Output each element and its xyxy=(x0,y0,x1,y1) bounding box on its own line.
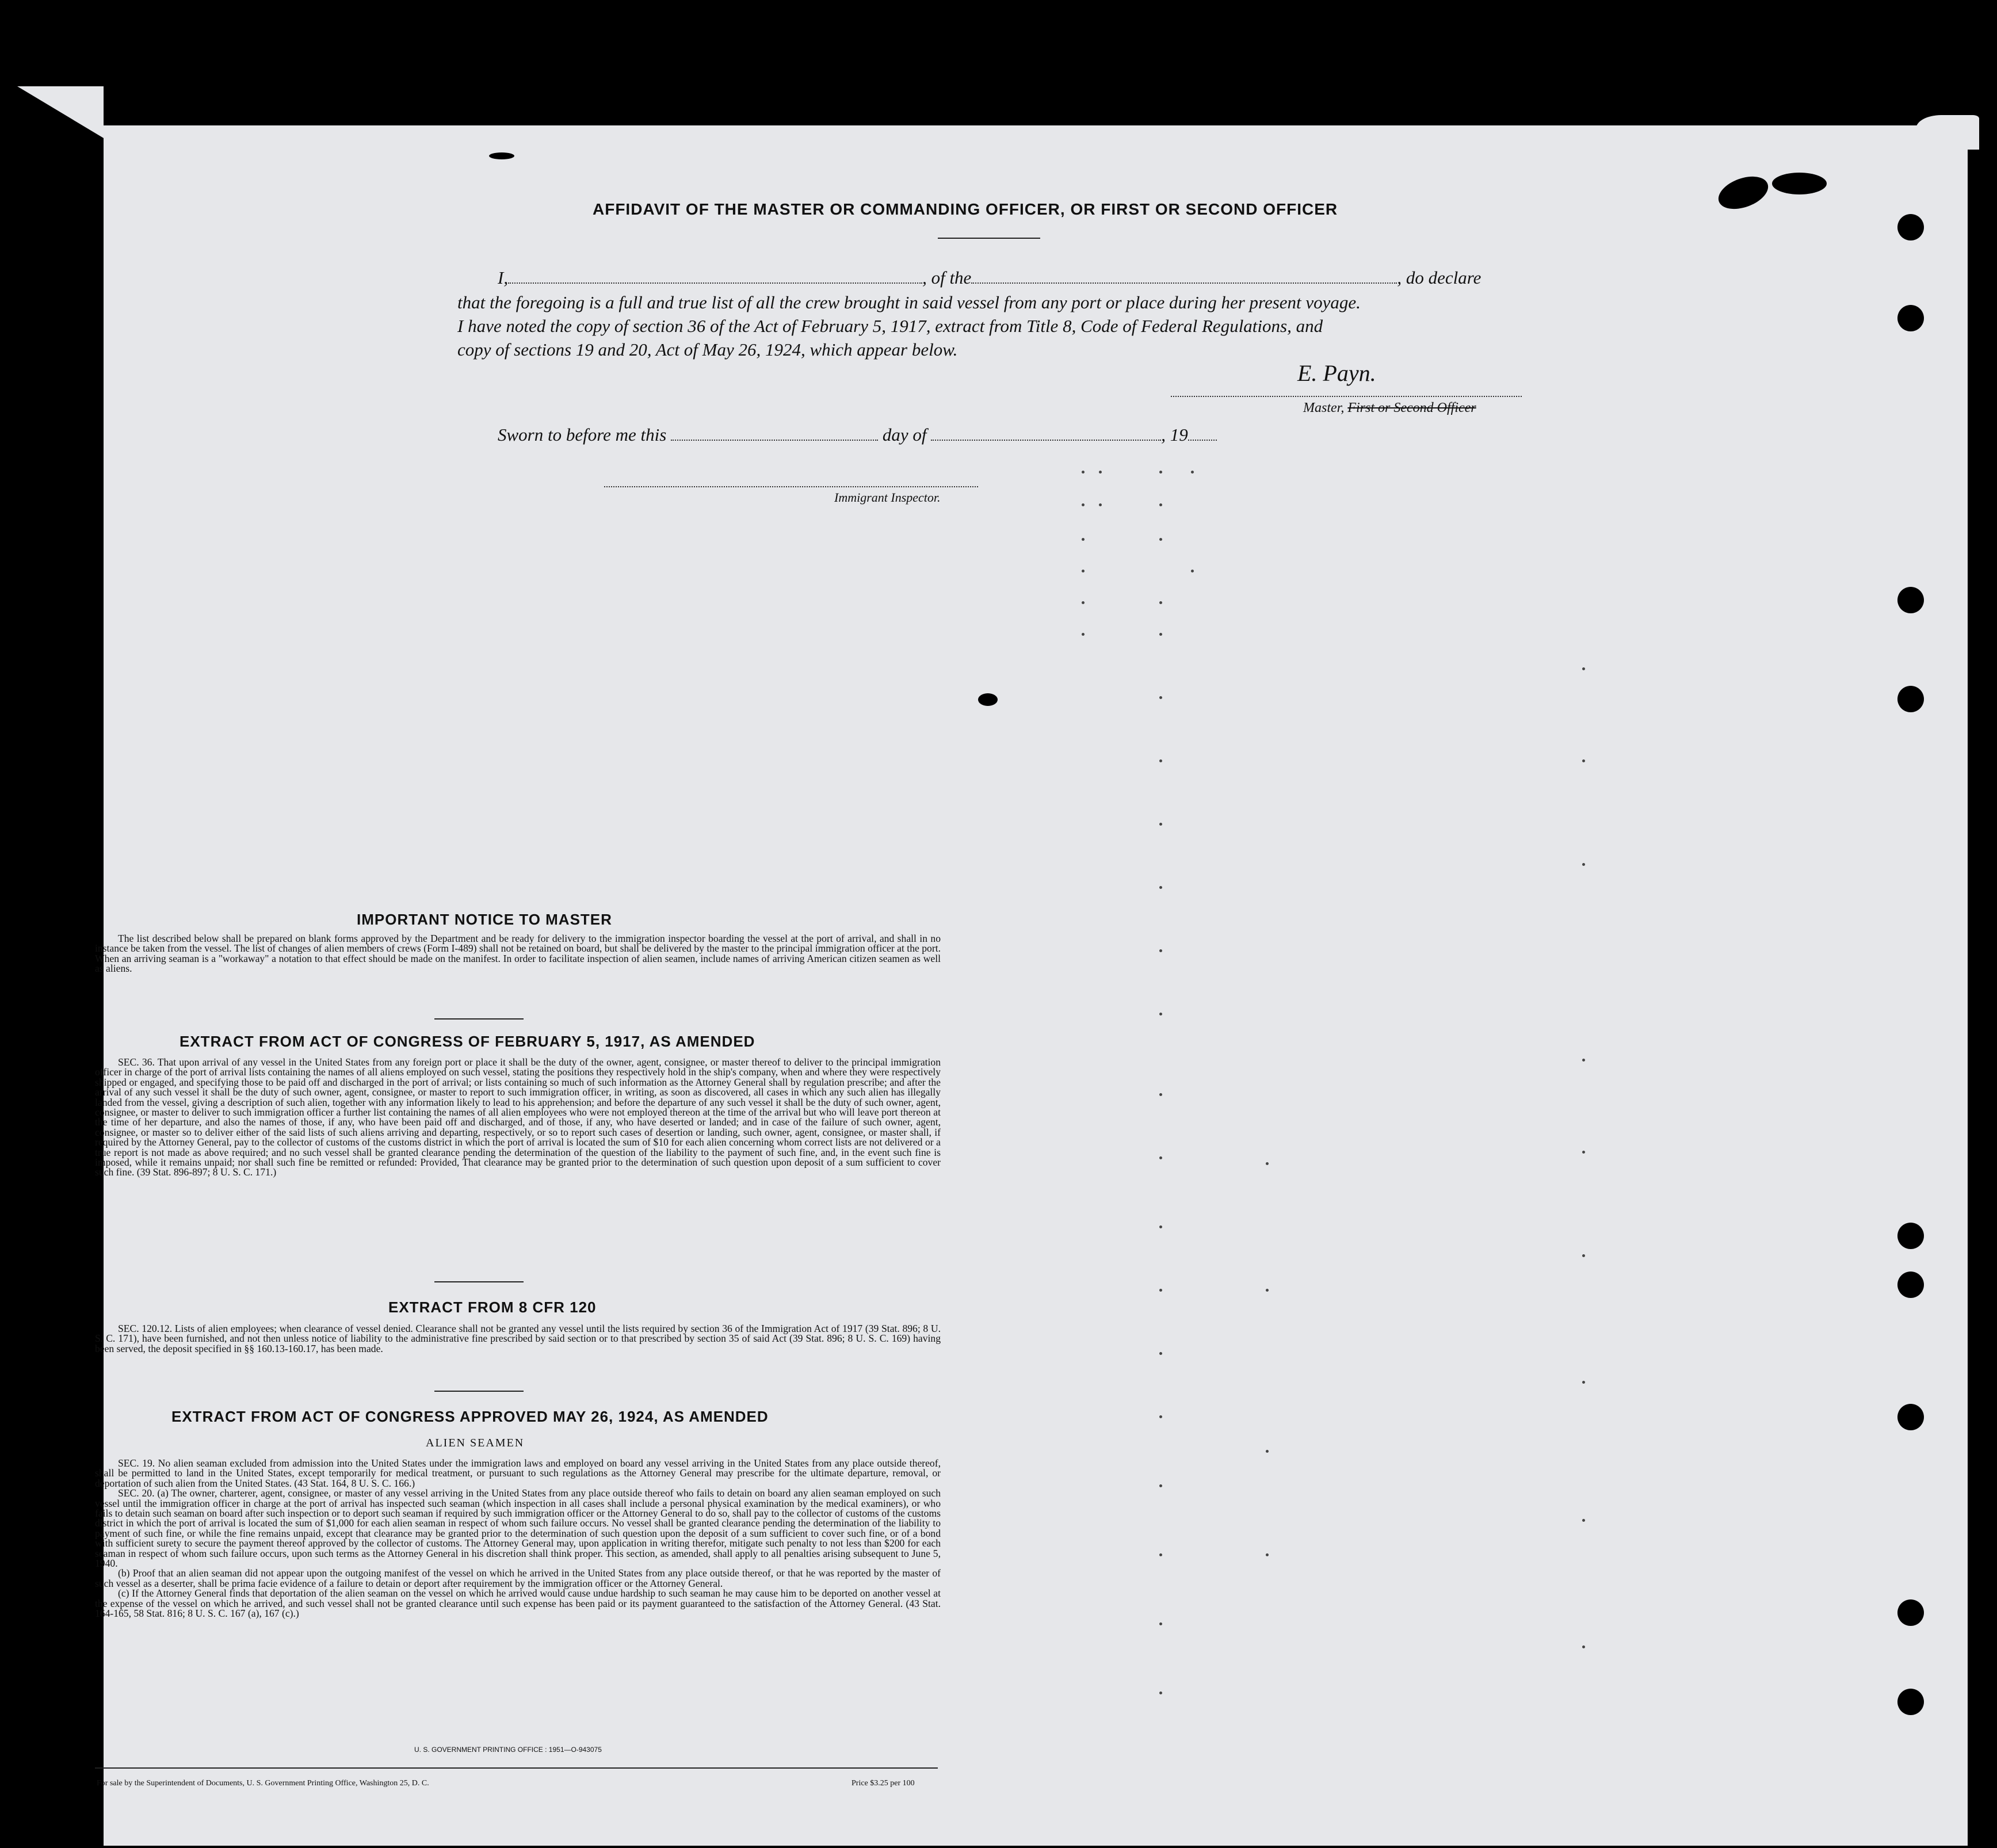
bleed-mark xyxy=(1582,1151,1585,1154)
bleed-mark xyxy=(1159,1553,1162,1556)
bleed-mark xyxy=(1099,503,1102,506)
sworn-line: Sworn to before me this day of , 19 xyxy=(498,425,1217,445)
price-notice: Price $3.25 per 100 xyxy=(852,1779,915,1788)
binder-hole xyxy=(1897,214,1924,240)
divider xyxy=(434,1281,524,1282)
master-caption: Master, First or Second Officer xyxy=(1303,400,1476,415)
bleed-mark xyxy=(1082,538,1085,541)
bleed-mark xyxy=(1159,949,1162,952)
bleed-mark xyxy=(1159,886,1162,889)
extract-cfr-title: EXTRACT FROM 8 CFR 120 xyxy=(388,1299,597,1316)
bleed-mark xyxy=(1582,1059,1585,1062)
sale-notice: For sale by the Superintendent of Documents, U. S. Government Printing Office, Washington 25, D. C. xyxy=(97,1779,429,1788)
extract-1917-title: EXTRACT FROM ACT OF CONGRESS OF FEBRUARY 5, 1917, AS AMENDED xyxy=(180,1033,755,1050)
affidavit-title: AFFIDAVIT OF THE MASTER OR COMMANDING OFFICER, OR FIRST OR SECOND OFFICER xyxy=(593,200,1338,218)
bleed-mark xyxy=(1159,503,1162,506)
declaration-line-3: I have noted the copy of section 36 of the Act of February 5, 1917, extract from Title 8, Code of Federal Regulations, and xyxy=(457,316,1323,336)
bleed-mark xyxy=(1582,1519,1585,1522)
binder-hole xyxy=(1897,1223,1924,1249)
bleed-mark xyxy=(1582,759,1585,762)
binder-hole xyxy=(1897,587,1924,613)
bleed-mark xyxy=(1159,696,1162,699)
bleed-mark xyxy=(1159,759,1162,762)
binder-hole xyxy=(1897,1689,1924,1715)
bleed-mark xyxy=(1082,503,1085,506)
notice-text: The list described below shall be prepared on blank forms approved by the Department and be ready for delivery to the immigration inspector boarding the vessel at the port of arrival, and shall in no instance be taken from the vessel. The list of changes of alien members of crews (Form I-489) shall not be retained on board, but shall be delivered by the master to the principal immigration officer at the port. When an arriving seaman is a "workaway" a notation to that effect should be made on the manifest. In order to facilitate inspection of alien seamen, include names of arriving American citizen seamen as well as aliens. xyxy=(95,933,941,975)
alien-seamen-subtitle: ALIEN SEAMEN xyxy=(426,1437,525,1449)
torn-corner xyxy=(17,86,104,138)
master-signature: E. Payn. xyxy=(1297,360,1376,386)
bleed-mark xyxy=(1582,667,1585,670)
bleed-mark xyxy=(1082,471,1085,474)
divider xyxy=(434,1391,524,1392)
bleed-mark xyxy=(1582,1645,1585,1648)
bleed-mark xyxy=(1159,1289,1162,1292)
bleed-mark xyxy=(1159,633,1162,636)
bleed-mark xyxy=(1266,1553,1269,1556)
binder-hole xyxy=(1897,1599,1924,1626)
bleed-mark xyxy=(1099,471,1102,474)
bleed-mark xyxy=(1582,1381,1585,1384)
extract-1924-title: EXTRACT FROM ACT OF CONGRESS APPROVED MAY 26, 1924, AS AMENDED xyxy=(171,1408,769,1425)
bleed-mark xyxy=(1082,633,1085,636)
declaration-line-2: that the foregoing is a full and true list of all the crew brought in said vessel from any port or place during her present voyage. xyxy=(457,292,1361,312)
extract-cfr-text: SEC. 120.12. Lists of alien employees; when clearance of vessel denied. Clearance shall not be granted any vessel until the lists required by section 36 of the Immigration Act of 1917 (39 Stat. 896; 8 U. S. C. 171), have been furnished, and not then unless notice of liability to the administrative fine prescribed by said section or to that prescribed by section 35 of said Act (39 Stat. 896; 8 U. S. C. 169) having been served, the deposit specified in §§ 160.13-160.17, has been made. xyxy=(95,1323,941,1354)
bleed-mark xyxy=(1266,1450,1269,1453)
bleed-mark xyxy=(1159,1415,1162,1418)
bleed-mark xyxy=(1159,1352,1162,1355)
bleed-mark xyxy=(1266,1162,1269,1165)
ink-smudge xyxy=(1772,173,1827,194)
bleed-mark xyxy=(1159,601,1162,604)
bleed-mark xyxy=(1159,1225,1162,1228)
signature-line xyxy=(1171,396,1522,397)
inspector-line xyxy=(604,486,978,487)
bleed-mark xyxy=(1582,1254,1585,1257)
binder-hole xyxy=(1897,1272,1924,1298)
printing-office-imprint: U. S. GOVERNMENT PRINTING OFFICE : 1951—O-943075 xyxy=(414,1746,602,1754)
declaration-line-4: copy of sections 19 and 20, Act of May 26, 1924, which appear below. xyxy=(457,339,958,360)
ink-smudge xyxy=(489,152,514,159)
bleed-mark xyxy=(1159,1156,1162,1159)
bleed-mark xyxy=(1159,1093,1162,1096)
divider xyxy=(938,238,1040,239)
bleed-mark xyxy=(1191,570,1194,572)
bleed-mark xyxy=(1082,570,1085,572)
torn-corner-right xyxy=(1916,115,1979,150)
bleed-mark xyxy=(1159,823,1162,826)
bleed-mark xyxy=(1159,1013,1162,1015)
bleed-mark xyxy=(1159,471,1162,474)
bleed-mark xyxy=(1159,1484,1162,1487)
bleed-mark xyxy=(1159,538,1162,541)
binder-hole xyxy=(1897,686,1924,712)
bleed-mark xyxy=(1266,1289,1269,1292)
binder-hole xyxy=(1897,305,1924,331)
binder-hole xyxy=(1897,1404,1924,1430)
bleed-mark xyxy=(1082,601,1085,604)
inspector-caption: Immigrant Inspector. xyxy=(834,490,941,505)
footer-rule xyxy=(95,1767,938,1769)
extract-1917-text: SEC. 36. That upon arrival of any vessel in the United States from any foreign port or place it shall be the duty of the owner, agent, consignee, or master thereof to deliver to the principal immigration officer in charge of the port of arrival lists containing the names of all aliens employed on such vessel, stating the positions they respectively hold in the ship's company, when and where they were respectively shipped or engaged, and specifying those to be paid off and discharged in the port of arrival; or lists containing so much of such information as the Attorney General shall by regulation prescribe; and after the arrival of any such vessel it shall be the duty of such owner, agent, consignee, or master to report to such immigration officer, in writing, as soon as discovered, all cases in which any such alien has illegally landed from the vessel, giving a description of such alien, together with any information likely to lead to his apprehension; and before the departure of any such vessel it shall be the duty of such owner, agent, consignee, or master to deliver to such immigration officer a further list containing the names of all alien employees who were not employed thereon at the time of the arrival but who will leave port thereon at the time of her departure, and also the names of those, if any, who have been paid off and discharged, and of those, if any, who have deserted or landed; and in case of the failure of such owner, agent, consignee, or master so to deliver either of the said lists of such aliens arriving and departing, respectively, or so to report such cases of desertion or landing, such owner, agent, consignee, or master shall, if required by the Attorney General, pay to the collector of customs of the customs district in which the port of arrival is located the sum of $10 for each alien concerning whom correct lists are not delivered or a true report is not made as above required; and no such vessel shall be granted clearance pending the determination of the question of the liability to the payment of such fine, and, in the event such fine is imposed, while it remains unpaid; nor shall such fine be remitted or refunded: Provided, That clearance may be granted prior to the determination of such question upon deposit of a sum sufficient to cover such fine. (39 Stat. 896-897; 8 U. S. C. 171.) xyxy=(95,1056,941,1178)
extract-1924-text: SEC. 19. No alien seaman excluded from admission into the United States under the immigration laws and employed on board any vessel arriving in the United States from any place outside thereof, shall be permitted to land in the United States, except temporarily for medical treatment, or pursuant to such regulations as the Attorney General may prescribe for the ultimate departure, removal, or deportation of such alien from the United States. (43 Stat. 164, 8 U. S. C. 166.) SEC. 20. (a) The owner, charterer, agent, consignee, or master of any vessel arriving in the United States from any place outside thereof who fails to detain on board any alien seaman employed on such vessel until the immigration officer in charge at the port of arrival has inspected such seaman (which inspection in all cases shall include a personal physical examination by the medical examiners), or who fails to detain such seaman on board after such inspection or to deport such seaman if required by such immigration officer or the Attorney General to do so, shall pay to the collector of customs of the customs district in which the port of arrival is located the sum of $1,000 for each alien seaman in respect of whom such failure occurs. No vessel shall be granted clearance pending the determination of the liability to payment of such fine, or while the fine remains unpaid, except that clearance may be granted prior to the determination of such question upon the deposit of a sum sufficient to cover such fine, or of a bond with sufficient surety to secure the payment thereof approved by the collector of customs. The Attorney General may, upon application in writing therefor, mitigate such penalty to not less than $200 for each seaman in respect of whom such failure occurs, upon such terms as the Attorney General in his discretion shall think proper. This section, as amended, shall apply to all penalties arising subsequent to June 5, 1940. (b) Proof that an alien seaman did not appear upon the outgoing manifest of the vessel on which he arrived in the United States from any place outside thereof, or that he was reported by the master of such vessel as a deserter, shall be prima facie evidence of a failure to detain or deport after requirement by the immigration officer or the Attorney General. (c) If the Attorney General finds that deportation of the alien seaman on the vessel on which he arrived would cause undue hardship to such seaman he may cause him to be deported on another vessel at the expense of the vessel on which he arrived, and such vessel shall not be granted clearance until such expense has been paid or its payment guaranteed to the satisfaction of the Attorney General. (43 Stat. 164-165, 58 Stat. 816; 8 U. S. C. 167 (a), 167 (c).) xyxy=(95,1457,941,1620)
bleed-mark xyxy=(1191,471,1194,474)
divider xyxy=(434,1018,524,1020)
ink-smudge xyxy=(978,693,998,706)
bleed-mark xyxy=(1159,1692,1162,1694)
bleed-mark xyxy=(1159,1622,1162,1625)
notice-title: IMPORTANT NOTICE TO MASTER xyxy=(357,911,612,928)
declaration-line-1: I, , of the , do declare xyxy=(498,268,1481,288)
bleed-mark xyxy=(1582,863,1585,866)
